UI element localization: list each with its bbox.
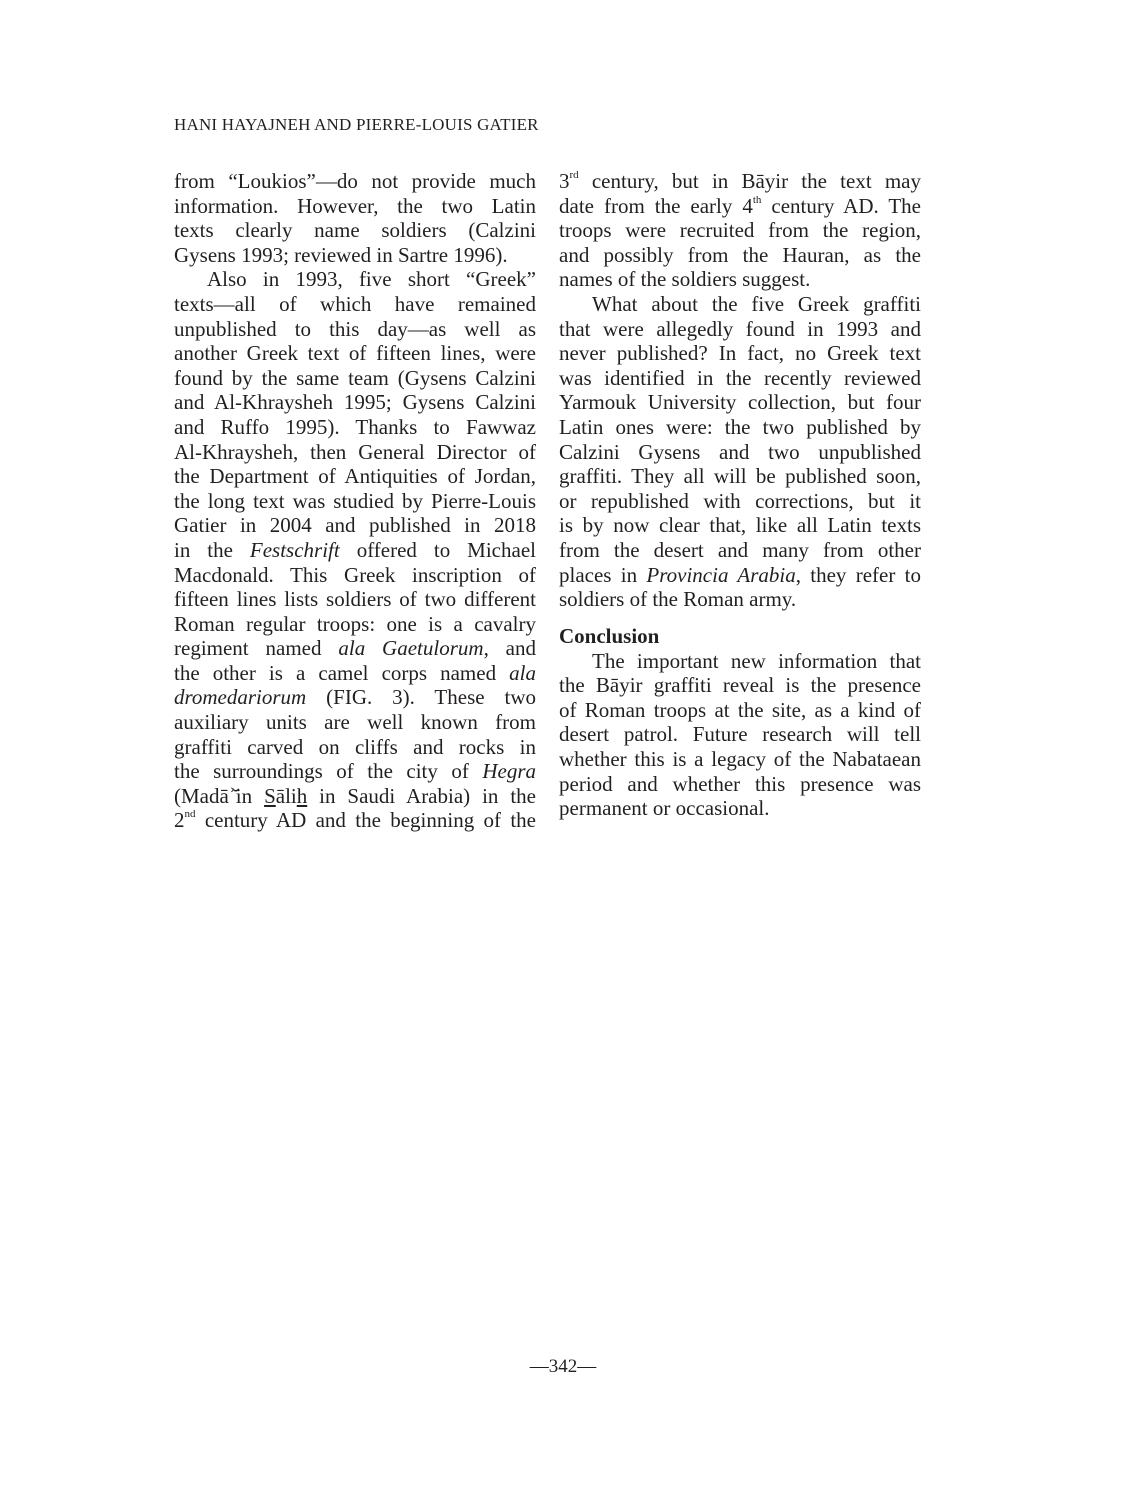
paragraph-what-about — [559, 292, 921, 612]
text-run: century, but in Bāyir the text may — [578, 169, 921, 193]
text-line: auxiliary units are well known from — [174, 710, 536, 735]
paragraph-also-in-1993 — [174, 267, 536, 833]
ordinal-superscript: rd — [569, 169, 579, 181]
text-run: (Madāʾ̆in — [174, 783, 265, 808]
text-line: Al-Khraysheh, then General Director of — [174, 439, 536, 464]
section-heading-conclusion: Conclusion — [559, 623, 660, 648]
text-line — [174, 685, 536, 710]
text-line: from “Loukios”—do not provide much — [174, 169, 536, 193]
text-line: of Roman troops at the site, as a kind of — [559, 697, 921, 722]
conclusion-section — [559, 624, 921, 821]
left-column — [174, 169, 536, 833]
text-line: that were allegedly found in 1993 and — [559, 316, 921, 341]
text-run: date from the early 4 — [559, 193, 753, 218]
text-line: another Greek text of fifteen lines, were — [174, 341, 536, 366]
italic-term-ala: ala — [509, 660, 536, 685]
text-line: graffiti. They all will be published soon, — [559, 464, 921, 489]
text-line — [174, 661, 536, 686]
text-line: What about the five Greek graffiti — [592, 291, 921, 316]
text-line: Also in 1993, five short “Greek” — [207, 267, 536, 292]
text-line: Gysens 1993; reviewed in Sartre 1996). — [174, 242, 508, 267]
text-line: the Department of Antiquities of Jordan, — [174, 464, 536, 489]
text-line: found by the same team (Gysens Calzini — [174, 365, 536, 390]
text-run: in the — [174, 537, 250, 562]
text-line: the long text was studied by Pierre-Louis — [174, 488, 536, 513]
italic-term-ala-gaetulorum: ala Gaetulorum — [338, 636, 484, 661]
text-line: the Bāyir graffiti reveal is the presence — [559, 673, 921, 698]
text-line: was identified in the recently reviewed — [559, 365, 921, 390]
text-line: troops were recruited from the region, — [559, 218, 921, 243]
ordinal-superscript: nd — [184, 808, 196, 821]
text-line: texts clearly name soldiers (Calzini — [174, 218, 536, 243]
text-line: names of the soldiers suggest. — [559, 267, 811, 292]
text-line: Macdonald. This Greek inscription of — [174, 562, 536, 587]
text-line: is by now clear that, like all Latin texts — [559, 513, 921, 538]
text-line — [174, 759, 536, 784]
text-line — [174, 636, 536, 661]
text-line — [559, 194, 921, 219]
text-line: Roman regular troops: one is a cavalry — [174, 611, 536, 636]
text-run: regiment named — [174, 636, 339, 661]
text-line: Gatier in 2004 and published in 2018 — [174, 513, 536, 538]
text-run: , and — [483, 636, 537, 661]
text-run: places in — [559, 562, 647, 587]
text-line: The important new information that — [592, 648, 921, 673]
text-run: century AD and the beginning of the — [195, 808, 536, 833]
text-line: whether this is a legacy of the Nabataean — [559, 747, 921, 772]
text-line: and Al-Khraysheh 1995; Gysens Calzini — [174, 390, 536, 415]
text-run: the other is a camel corps named — [174, 660, 510, 685]
text-line: Calzini Gysens and two unpublished — [559, 439, 921, 464]
text-line: and possibly from the Hauran, as the — [559, 242, 921, 267]
ordinal-superscript: th — [752, 193, 762, 206]
text-line: desert patrol. Future research will tell — [559, 722, 921, 747]
text-run: 3 — [559, 169, 570, 193]
text-run: (FIG. 3). These two — [306, 685, 536, 710]
text-line: period and whether this presence was — [559, 771, 921, 796]
text-line — [174, 808, 536, 833]
text-line: or republished with corrections, but it — [559, 488, 921, 513]
paragraph-continuation-right — [559, 169, 921, 292]
text-run: the surroundings of the city of — [174, 759, 483, 784]
italic-term-festschrift: Festschrift — [249, 537, 340, 562]
text-run: āli — [275, 783, 297, 808]
italic-term-provincia-arabia: Provincia Arabia — [646, 562, 796, 587]
text-run: offered to Michael — [339, 537, 536, 562]
page-number: —342— — [529, 1356, 597, 1377]
text-run: , they refer to — [795, 562, 921, 587]
underlined-letter: S — [264, 783, 276, 808]
text-line: information. However, the two Latin — [174, 193, 536, 218]
text-line — [174, 538, 536, 563]
text-line: and Ruffo 1995). Thanks to Fawwaz — [174, 414, 536, 439]
text-line: from the desert and many from other — [559, 537, 921, 562]
text-line: Yarmouk University collection, but four — [559, 390, 921, 415]
text-run: 2 — [174, 808, 185, 833]
italic-term-dromedariorum: dromedariorum — [174, 685, 307, 710]
right-column — [559, 169, 921, 821]
underlined-letter: h — [296, 783, 308, 808]
text-line: fifteen lines lists soldiers of two different — [174, 587, 536, 612]
italic-term-hegra: Hegra — [482, 759, 536, 784]
text-line — [559, 169, 921, 194]
text-line: soldiers of the Roman army. — [559, 587, 797, 612]
text-line — [174, 784, 536, 809]
text-line: Latin ones were: the two published by — [559, 414, 921, 439]
text-line: graffiti carved on cliffs and rocks in — [174, 734, 536, 759]
text-run: century AD. The — [761, 193, 921, 218]
text-line: texts—all of which have remained — [174, 291, 536, 316]
paragraph-continuation — [174, 169, 536, 267]
running-head: HANI HAYAJNEH AND PIERRE-LOUIS GATIER — [174, 115, 539, 134]
text-line: permanent or occasional. — [559, 796, 770, 821]
text-run: in Saudi Arabia) in the — [307, 783, 536, 808]
text-line: unpublished to this day—as well as — [174, 316, 536, 341]
text-line: never published? In fact, no Greek text — [559, 341, 921, 366]
text-line — [559, 563, 921, 588]
